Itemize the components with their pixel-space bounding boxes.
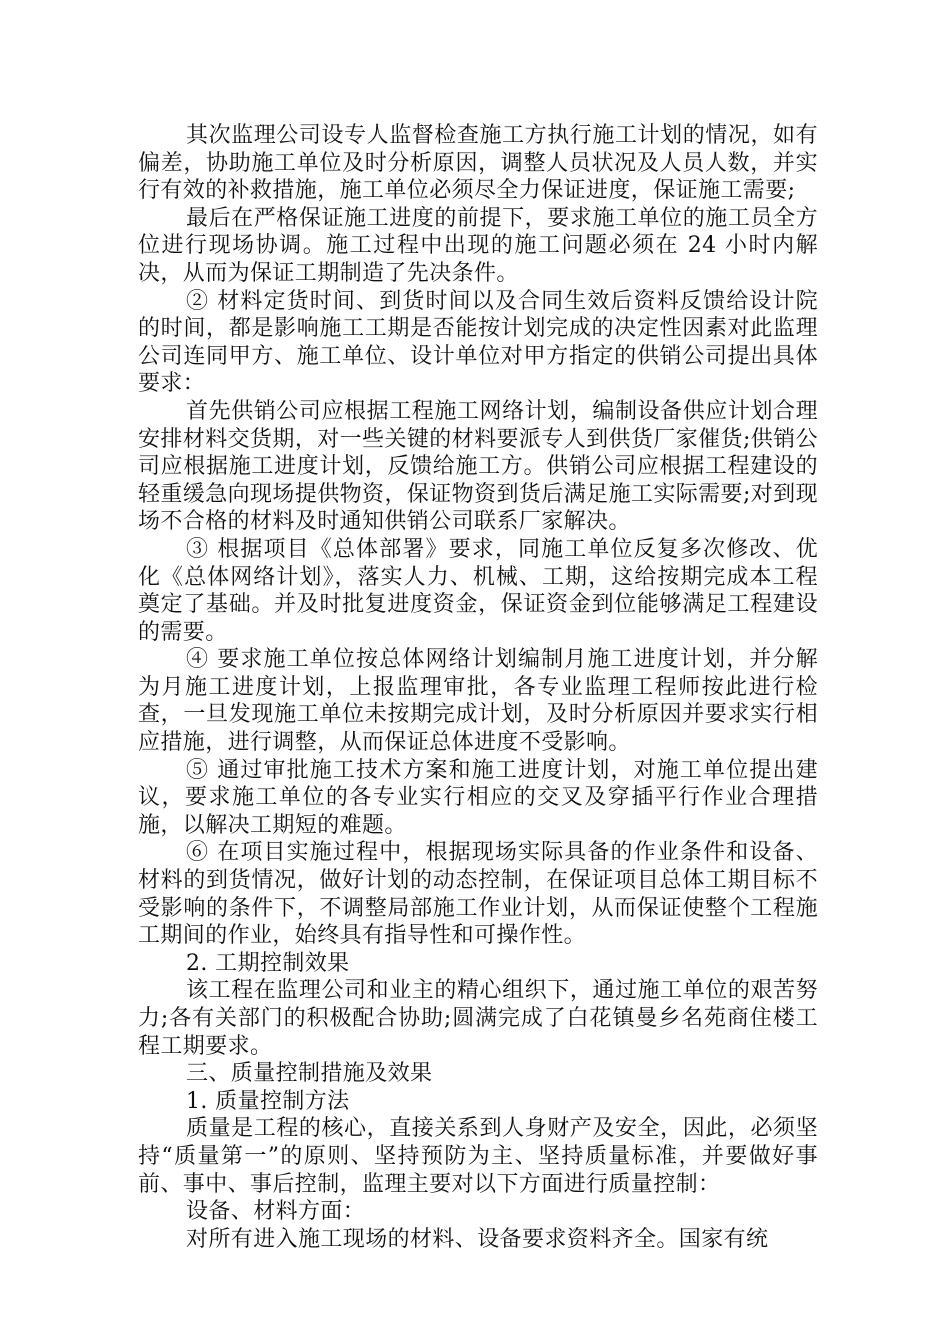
paragraph: 该工程在监理公司和业主的精心组织下，通过施工单位的艰苦努力;各有关部门的积极配合协助;圆满完成了白花镇曼乡名苑商住楼工程工期要求。	[138, 978, 818, 1059]
paragraph: ③ 根据项目《总体部署》要求，同施工单位反复多次修改、优化《总体网络计划》，落实人力、机械、工期，这给按期完成本工程奠定了基础。并及时批复进度资金，保证资金到位能够满足工程建设的需要。	[138, 536, 818, 645]
paragraph: 最后在严格保证施工进度的前提下，要求施工单位的施工员全方位进行现场协调。施工过程中出现的施工问题必须在 24 小时内解决，从而为保证工期制造了先决条件。	[138, 205, 818, 286]
section-heading: 1. 质量控制方法	[186, 1088, 350, 1114]
paragraph: 对所有进入施工现场的材料、设备要求资料齐全。国家有统	[186, 1226, 769, 1252]
paragraph: ② 材料定货时间、到货时间以及合同生效后资料反馈给设计院的时间，都是影响施工工期是否能按计划完成的决定性因素对此监理公司连同甲方、施工单位、设计单位对甲方指定的供销公司提出具体要求：	[138, 288, 818, 397]
paragraph: 其次监理公司设专人监督检查施工方执行施工计划的情况，如有偏差，协助施工单位及时分析原因，调整人员状况及人员人数，并实行有效的补救措施，施工单位必须尽全力保证进度，保证施工需要;	[138, 123, 818, 204]
section-heading: 三、质量控制措施及效果	[186, 1061, 433, 1087]
section-heading: 2. 工期控制效果	[186, 950, 350, 976]
document-body	[138, 122, 818, 1253]
paragraph: ⑤ 通过审批施工技术方案和施工进度计划，对施工单位提出建议，要求施工单位的各专业实行相应的交叉及穿插平行作业合理措施，以解决工期短的难题。	[138, 757, 818, 838]
paragraph: ④ 要求施工单位按总体网络计划编制月施工进度计划，并分解为月施工进度计划，上报监理审批，各专业监理工程师按此进行检查，一旦发现施工单位未按期完成计划，及时分析原因并要求实行相应措施，进行调整，从而保证总体进度不受影响。	[138, 647, 818, 756]
paragraph: ⑥ 在项目实施过程中，根据现场实际具备的作业条件和设备、材料的到货情况，做好计划的动态控制，在保证项目总体工期目标不受影响的条件下，不调整局部施工作业计划，从而保证使整个工程施工期间的作业，始终具有指导性和可操作性。	[138, 840, 818, 949]
paragraph: 首先供销公司应根据工程施工网络计划，编制设备供应计划合理安排材料交货期，对一些关键的材料要派专人到供货厂家催货;供销公司应根据施工进度计划，反馈给施工方。供销公司应根据工程建设的轻重缓急向现场提供物资，保证物资到货后满足施工实际需要;对到现场不合格的材料及时通知供销公司联系厂家解决。	[138, 398, 818, 535]
paragraph: 设备、材料方面：	[186, 1199, 366, 1225]
paragraph: 质量是工程的核心，直接关系到人身财产及安全，因此，必须坚持“质量第一”的原则、坚持预防为主、坚持质量标准，并要做好事前、事中、事后控制，监理主要对以下方面进行质量控制：	[138, 1116, 818, 1197]
